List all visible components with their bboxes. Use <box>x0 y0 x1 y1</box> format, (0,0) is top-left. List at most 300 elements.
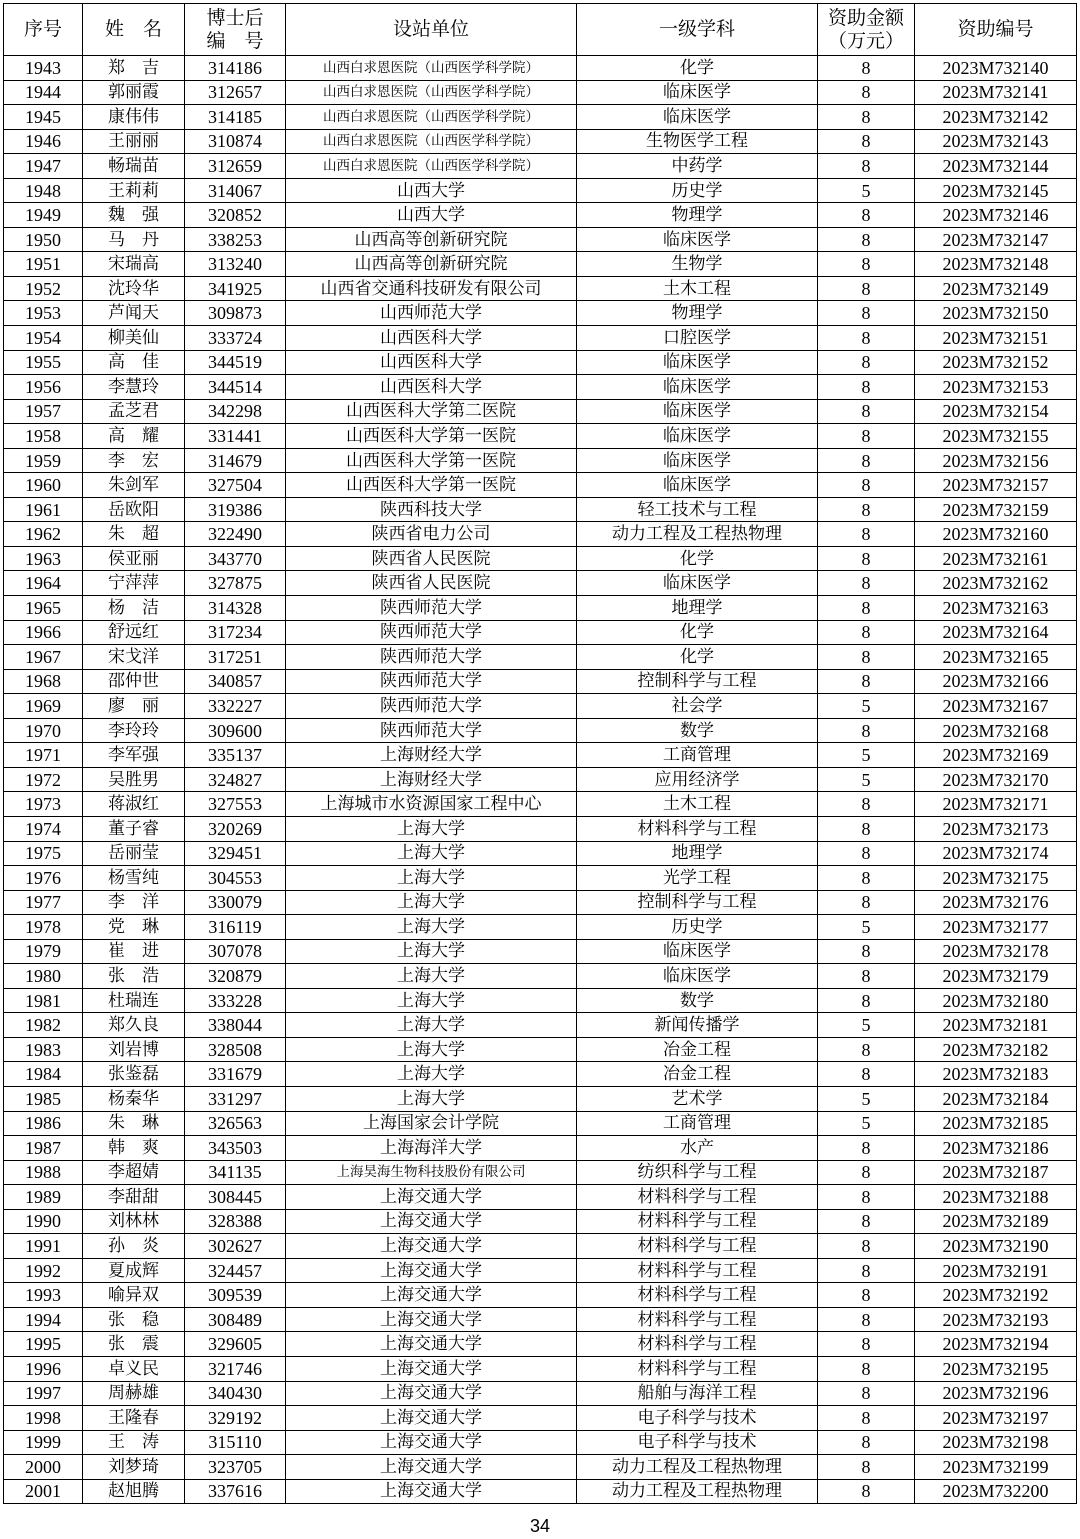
cell-amount: 8 <box>818 1332 915 1357</box>
cell-unit: 上海交通大学 <box>286 1381 577 1406</box>
table-row <box>4 1455 1077 1480</box>
cell-grant-no: 2023M732149 <box>915 276 1077 301</box>
cell-name: 崔 进 <box>83 939 185 964</box>
cell-postdoc-id: 321746 <box>185 1356 286 1381</box>
cell-amount: 8 <box>818 448 915 473</box>
cell-unit: 山西省交通科技研发有限公司 <box>286 276 577 301</box>
table-row <box>4 1479 1077 1504</box>
cell-amount: 8 <box>818 276 915 301</box>
cell-amount: 8 <box>818 1136 915 1161</box>
table-row <box>4 866 1077 891</box>
table-row <box>4 1160 1077 1185</box>
cell-name: 刘梦琦 <box>83 1455 185 1480</box>
cell-name: 畅瑞苗 <box>83 154 185 179</box>
cell-seq: 1943 <box>4 56 83 81</box>
cell-seq: 1957 <box>4 399 83 424</box>
cell-grant-no: 2023M732153 <box>915 375 1077 400</box>
table-body <box>4 56 1077 1504</box>
cell-discipline: 土木工程 <box>577 792 818 817</box>
cell-seq: 1990 <box>4 1209 83 1234</box>
cell-postdoc-id: 328508 <box>185 1037 286 1062</box>
cell-postdoc-id: 333228 <box>185 988 286 1013</box>
table-row <box>4 767 1077 792</box>
cell-seq: 1963 <box>4 546 83 571</box>
cell-unit: 陕西省人民医院 <box>286 571 577 596</box>
cell-seq: 1960 <box>4 473 83 498</box>
cell-name: 赵旭腾 <box>83 1479 185 1504</box>
table-row <box>4 1086 1077 1111</box>
cell-postdoc-id: 341925 <box>185 276 286 301</box>
cell-grant-no: 2023M732174 <box>915 841 1077 866</box>
cell-grant-no: 2023M732182 <box>915 1037 1077 1062</box>
cell-amount: 8 <box>818 154 915 179</box>
header-name: 姓 名 <box>83 4 185 56</box>
cell-discipline: 土木工程 <box>577 276 818 301</box>
cell-unit: 上海大学 <box>286 1062 577 1087</box>
header-amount <box>818 4 915 56</box>
cell-discipline: 电子科学与技术 <box>577 1430 818 1455</box>
cell-unit: 陕西师范大学 <box>286 620 577 645</box>
cell-grant-no: 2023M732188 <box>915 1185 1077 1210</box>
cell-postdoc-id: 314679 <box>185 448 286 473</box>
table-row <box>4 129 1077 154</box>
cell-unit: 上海大学 <box>286 890 577 915</box>
table-row <box>4 792 1077 817</box>
cell-amount: 5 <box>818 743 915 768</box>
cell-grant-no: 2023M732181 <box>915 1013 1077 1038</box>
table-row <box>4 1013 1077 1038</box>
cell-name: 王丽丽 <box>83 129 185 154</box>
cell-seq: 1984 <box>4 1062 83 1087</box>
cell-postdoc-id: 304553 <box>185 866 286 891</box>
cell-name: 卓义民 <box>83 1356 185 1381</box>
cell-unit: 上海交通大学 <box>286 1209 577 1234</box>
cell-unit: 上海昊海生物科技股份有限公司 <box>286 1160 577 1185</box>
cell-name: 廖 丽 <box>83 694 185 719</box>
cell-postdoc-id: 329192 <box>185 1406 286 1431</box>
cell-discipline: 历史学 <box>577 915 818 940</box>
cell-grant-no: 2023M732160 <box>915 522 1077 547</box>
cell-grant-no: 2023M732194 <box>915 1332 1077 1357</box>
cell-unit: 山西医科大学 <box>286 375 577 400</box>
cell-seq: 1973 <box>4 792 83 817</box>
cell-name: 张 浩 <box>83 964 185 989</box>
cell-grant-no: 2023M732170 <box>915 767 1077 792</box>
table-row <box>4 1136 1077 1161</box>
cell-name: 宋瑞高 <box>83 252 185 277</box>
cell-seq: 1961 <box>4 497 83 522</box>
cell-grant-no: 2023M732186 <box>915 1136 1077 1161</box>
cell-grant-no: 2023M732185 <box>915 1111 1077 1136</box>
table-row <box>4 1037 1077 1062</box>
cell-name: 高 耀 <box>83 424 185 449</box>
cell-discipline: 化学 <box>577 645 818 670</box>
cell-unit: 山西白求恩医院（山西医学科学院） <box>286 154 577 179</box>
cell-seq: 1954 <box>4 326 83 351</box>
cell-unit: 上海城市水资源国家工程中心 <box>286 792 577 817</box>
cell-postdoc-id: 327553 <box>185 792 286 817</box>
cell-seq: 1997 <box>4 1381 83 1406</box>
cell-discipline: 临床医学 <box>577 939 818 964</box>
cell-grant-no: 2023M732177 <box>915 915 1077 940</box>
cell-grant-no: 2023M732166 <box>915 669 1077 694</box>
cell-unit: 上海大学 <box>286 816 577 841</box>
cell-amount: 8 <box>818 522 915 547</box>
table-row <box>4 1430 1077 1455</box>
cell-postdoc-id: 341135 <box>185 1160 286 1185</box>
table-row <box>4 1258 1077 1283</box>
cell-amount: 8 <box>818 80 915 105</box>
cell-amount: 8 <box>818 596 915 621</box>
cell-seq: 1946 <box>4 129 83 154</box>
cell-amount: 8 <box>818 816 915 841</box>
cell-seq: 1970 <box>4 718 83 743</box>
cell-amount: 8 <box>818 792 915 817</box>
cell-postdoc-id: 320879 <box>185 964 286 989</box>
cell-discipline: 口腔医学 <box>577 326 818 351</box>
cell-unit: 山西医科大学第二医院 <box>286 399 577 424</box>
cell-amount: 8 <box>818 1479 915 1504</box>
cell-discipline: 化学 <box>577 620 818 645</box>
cell-discipline: 地理学 <box>577 596 818 621</box>
cell-unit: 陕西师范大学 <box>286 645 577 670</box>
cell-unit: 上海海洋大学 <box>286 1136 577 1161</box>
cell-seq: 2001 <box>4 1479 83 1504</box>
cell-unit: 上海交通大学 <box>286 1283 577 1308</box>
cell-grant-no: 2023M732169 <box>915 743 1077 768</box>
table-row <box>4 301 1077 326</box>
cell-discipline: 电子科学与技术 <box>577 1406 818 1431</box>
table-row <box>4 497 1077 522</box>
cell-amount: 8 <box>818 1283 915 1308</box>
cell-discipline: 临床医学 <box>577 571 818 596</box>
cell-grant-no: 2023M732151 <box>915 326 1077 351</box>
cell-grant-no: 2023M732150 <box>915 301 1077 326</box>
table-row <box>4 80 1077 105</box>
cell-name: 李 洋 <box>83 890 185 915</box>
header-amount-line2: （万元） <box>827 29 904 52</box>
cell-postdoc-id: 335137 <box>185 743 286 768</box>
cell-discipline: 临床医学 <box>577 964 818 989</box>
cell-discipline: 材料科学与工程 <box>577 816 818 841</box>
cell-seq: 1989 <box>4 1185 83 1210</box>
cell-seq: 1948 <box>4 178 83 203</box>
cell-postdoc-id: 338253 <box>185 227 286 252</box>
cell-postdoc-id: 338044 <box>185 1013 286 1038</box>
cell-name: 岳丽莹 <box>83 841 185 866</box>
cell-seq: 1994 <box>4 1307 83 1332</box>
table-row <box>4 939 1077 964</box>
cell-grant-no: 2023M732183 <box>915 1062 1077 1087</box>
cell-postdoc-id: 310874 <box>185 129 286 154</box>
cell-name: 朱 琳 <box>83 1111 185 1136</box>
cell-name: 李慧玲 <box>83 375 185 400</box>
cell-discipline: 材料科学与工程 <box>577 1258 818 1283</box>
cell-unit: 上海交通大学 <box>286 1406 577 1431</box>
cell-unit: 陕西师范大学 <box>286 596 577 621</box>
cell-discipline: 临床医学 <box>577 227 818 252</box>
cell-discipline: 动力工程及工程热物理 <box>577 1479 818 1504</box>
header-discipline: 一级学科 <box>577 4 818 56</box>
cell-name: 柳美仙 <box>83 326 185 351</box>
cell-seq: 1955 <box>4 350 83 375</box>
table-row <box>4 1234 1077 1259</box>
cell-amount: 8 <box>818 129 915 154</box>
table-row <box>4 203 1077 228</box>
header-postdoc-id-line2: 编 号 <box>206 29 264 52</box>
cell-amount: 8 <box>818 1185 915 1210</box>
cell-grant-no: 2023M732200 <box>915 1479 1077 1504</box>
table-row <box>4 276 1077 301</box>
cell-unit: 上海交通大学 <box>286 1455 577 1480</box>
cell-seq: 1986 <box>4 1111 83 1136</box>
cell-grant-no: 2023M732199 <box>915 1455 1077 1480</box>
cell-grant-no: 2023M732173 <box>915 816 1077 841</box>
cell-name: 李军强 <box>83 743 185 768</box>
cell-unit: 上海财经大学 <box>286 767 577 792</box>
table-row <box>4 522 1077 547</box>
cell-unit: 上海大学 <box>286 1037 577 1062</box>
cell-seq: 1956 <box>4 375 83 400</box>
cell-name: 王 涛 <box>83 1430 185 1455</box>
header-seq: 序号 <box>4 4 83 56</box>
cell-name: 李超婧 <box>83 1160 185 1185</box>
cell-name: 岳欧阳 <box>83 497 185 522</box>
cell-amount: 8 <box>818 620 915 645</box>
cell-seq: 1969 <box>4 694 83 719</box>
cell-name: 董子睿 <box>83 816 185 841</box>
table-row <box>4 669 1077 694</box>
cell-unit: 山西白求恩医院（山西医学科学院） <box>286 56 577 81</box>
cell-name: 张 稳 <box>83 1307 185 1332</box>
cell-postdoc-id: 340857 <box>185 669 286 694</box>
table-row <box>4 350 1077 375</box>
cell-seq: 1974 <box>4 816 83 841</box>
header-postdoc-id-line1: 博士后 <box>206 6 264 29</box>
cell-postdoc-id: 331441 <box>185 424 286 449</box>
cell-unit: 上海交通大学 <box>286 1258 577 1283</box>
cell-name: 党 琳 <box>83 915 185 940</box>
cell-grant-no: 2023M732196 <box>915 1381 1077 1406</box>
cell-seq: 1950 <box>4 227 83 252</box>
cell-grant-no: 2023M732171 <box>915 792 1077 817</box>
cell-unit: 山西医科大学 <box>286 350 577 375</box>
table-row <box>4 1062 1077 1087</box>
cell-amount: 8 <box>818 1160 915 1185</box>
table-row <box>4 154 1077 179</box>
table-row <box>4 178 1077 203</box>
cell-grant-no: 2023M732142 <box>915 105 1077 130</box>
cell-amount: 8 <box>818 1234 915 1259</box>
cell-postdoc-id: 314186 <box>185 56 286 81</box>
cell-name: 郑久良 <box>83 1013 185 1038</box>
cell-discipline: 材料科学与工程 <box>577 1332 818 1357</box>
cell-seq: 1965 <box>4 596 83 621</box>
cell-amount: 8 <box>818 1037 915 1062</box>
cell-grant-no: 2023M732176 <box>915 890 1077 915</box>
cell-discipline: 船舶与海洋工程 <box>577 1381 818 1406</box>
cell-name: 宋戈洋 <box>83 645 185 670</box>
cell-postdoc-id: 330079 <box>185 890 286 915</box>
cell-postdoc-id: 323705 <box>185 1455 286 1480</box>
cell-postdoc-id: 329451 <box>185 841 286 866</box>
cell-grant-no: 2023M732187 <box>915 1160 1077 1185</box>
cell-amount: 8 <box>818 866 915 891</box>
cell-seq: 1975 <box>4 841 83 866</box>
cell-unit: 上海大学 <box>286 964 577 989</box>
cell-amount: 8 <box>818 718 915 743</box>
cell-postdoc-id: 308489 <box>185 1307 286 1332</box>
cell-grant-no: 2023M732191 <box>915 1258 1077 1283</box>
cell-unit: 陕西师范大学 <box>286 694 577 719</box>
cell-amount: 8 <box>818 424 915 449</box>
cell-grant-no: 2023M732178 <box>915 939 1077 964</box>
cell-postdoc-id: 309873 <box>185 301 286 326</box>
cell-amount: 8 <box>818 497 915 522</box>
header-grant-no: 资助编号 <box>915 4 1077 56</box>
cell-postdoc-id: 324457 <box>185 1258 286 1283</box>
cell-postdoc-id: 314185 <box>185 105 286 130</box>
table-header <box>4 4 1077 56</box>
cell-discipline: 物理学 <box>577 301 818 326</box>
cell-name: 杨雪纯 <box>83 866 185 891</box>
cell-discipline: 临床医学 <box>577 105 818 130</box>
cell-amount: 8 <box>818 203 915 228</box>
cell-name: 张 震 <box>83 1332 185 1357</box>
table-row <box>4 1381 1077 1406</box>
cell-seq: 1980 <box>4 964 83 989</box>
cell-discipline: 工商管理 <box>577 743 818 768</box>
cell-unit: 山西医科大学第一医院 <box>286 424 577 449</box>
cell-unit: 上海交通大学 <box>286 1185 577 1210</box>
cell-grant-no: 2023M732198 <box>915 1430 1077 1455</box>
cell-discipline: 控制科学与工程 <box>577 669 818 694</box>
cell-grant-no: 2023M732197 <box>915 1406 1077 1431</box>
cell-discipline: 水产 <box>577 1136 818 1161</box>
table-row <box>4 56 1077 81</box>
cell-seq: 1998 <box>4 1406 83 1431</box>
page-number: 34 <box>529 1516 551 1536</box>
cell-unit: 山西白求恩医院（山西医学科学院） <box>286 105 577 130</box>
table-row <box>4 448 1077 473</box>
cell-grant-no: 2023M732159 <box>915 497 1077 522</box>
cell-seq: 1949 <box>4 203 83 228</box>
cell-seq: 1972 <box>4 767 83 792</box>
cell-discipline: 动力工程及工程热物理 <box>577 1455 818 1480</box>
cell-grant-no: 2023M732157 <box>915 473 1077 498</box>
cell-amount: 8 <box>818 1381 915 1406</box>
cell-postdoc-id: 319386 <box>185 497 286 522</box>
cell-name: 舒远红 <box>83 620 185 645</box>
cell-name: 杨秦华 <box>83 1086 185 1111</box>
table-row <box>4 816 1077 841</box>
cell-discipline: 临床医学 <box>577 399 818 424</box>
cell-discipline: 材料科学与工程 <box>577 1209 818 1234</box>
cell-postdoc-id: 307078 <box>185 939 286 964</box>
cell-postdoc-id: 324827 <box>185 767 286 792</box>
cell-postdoc-id: 316119 <box>185 915 286 940</box>
table-row <box>4 424 1077 449</box>
header-postdoc-id <box>185 4 286 56</box>
cell-seq: 1966 <box>4 620 83 645</box>
cell-unit: 山西大学 <box>286 178 577 203</box>
cell-amount: 8 <box>818 1406 915 1431</box>
cell-seq: 1993 <box>4 1283 83 1308</box>
cell-amount: 8 <box>818 645 915 670</box>
cell-discipline: 数学 <box>577 718 818 743</box>
cell-name: 吴胜男 <box>83 767 185 792</box>
cell-name: 张鉴磊 <box>83 1062 185 1087</box>
cell-name: 王隆春 <box>83 1406 185 1431</box>
cell-grant-no: 2023M732152 <box>915 350 1077 375</box>
cell-name: 康伟伟 <box>83 105 185 130</box>
cell-discipline: 生物学 <box>577 252 818 277</box>
cell-name: 孟芝君 <box>83 399 185 424</box>
cell-postdoc-id: 329605 <box>185 1332 286 1357</box>
cell-discipline: 新闻传播学 <box>577 1013 818 1038</box>
table-row <box>4 1332 1077 1357</box>
cell-grant-no: 2023M732168 <box>915 718 1077 743</box>
cell-discipline: 中药学 <box>577 154 818 179</box>
cell-amount: 8 <box>818 964 915 989</box>
cell-unit: 山西大学 <box>286 203 577 228</box>
cell-unit: 上海大学 <box>286 988 577 1013</box>
cell-discipline: 社会学 <box>577 694 818 719</box>
cell-postdoc-id: 320852 <box>185 203 286 228</box>
cell-seq: 1953 <box>4 301 83 326</box>
cell-discipline: 化学 <box>577 56 818 81</box>
cell-grant-no: 2023M732162 <box>915 571 1077 596</box>
cell-postdoc-id: 312657 <box>185 80 286 105</box>
cell-amount: 8 <box>818 350 915 375</box>
cell-name: 邵仲世 <box>83 669 185 694</box>
cell-amount: 8 <box>818 1430 915 1455</box>
cell-discipline: 冶金工程 <box>577 1062 818 1087</box>
cell-grant-no: 2023M732161 <box>915 546 1077 571</box>
cell-postdoc-id: 343503 <box>185 1136 286 1161</box>
cell-postdoc-id: 328388 <box>185 1209 286 1234</box>
cell-postdoc-id: 344514 <box>185 375 286 400</box>
cell-amount: 5 <box>818 694 915 719</box>
cell-postdoc-id: 326563 <box>185 1111 286 1136</box>
cell-unit: 上海大学 <box>286 1086 577 1111</box>
cell-grant-no: 2023M732155 <box>915 424 1077 449</box>
cell-seq: 1988 <box>4 1160 83 1185</box>
cell-unit: 陕西科技大学 <box>286 497 577 522</box>
cell-discipline: 材料科学与工程 <box>577 1234 818 1259</box>
cell-name: 杜瑞连 <box>83 988 185 1013</box>
cell-postdoc-id: 314067 <box>185 178 286 203</box>
cell-postdoc-id: 327875 <box>185 571 286 596</box>
cell-seq: 1982 <box>4 1013 83 1038</box>
cell-grant-no: 2023M732154 <box>915 399 1077 424</box>
cell-unit: 上海财经大学 <box>286 743 577 768</box>
cell-amount: 8 <box>818 375 915 400</box>
cell-seq: 1985 <box>4 1086 83 1111</box>
cell-grant-no: 2023M732193 <box>915 1307 1077 1332</box>
table-row <box>4 375 1077 400</box>
cell-discipline: 动力工程及工程热物理 <box>577 522 818 547</box>
table-row <box>4 915 1077 940</box>
cell-discipline: 材料科学与工程 <box>577 1307 818 1332</box>
cell-seq: 1995 <box>4 1332 83 1357</box>
cell-seq: 1967 <box>4 645 83 670</box>
cell-unit: 陕西师范大学 <box>286 669 577 694</box>
cell-amount: 8 <box>818 301 915 326</box>
cell-name: 芦闻天 <box>83 301 185 326</box>
table-row <box>4 105 1077 130</box>
cell-name: 杨 洁 <box>83 596 185 621</box>
